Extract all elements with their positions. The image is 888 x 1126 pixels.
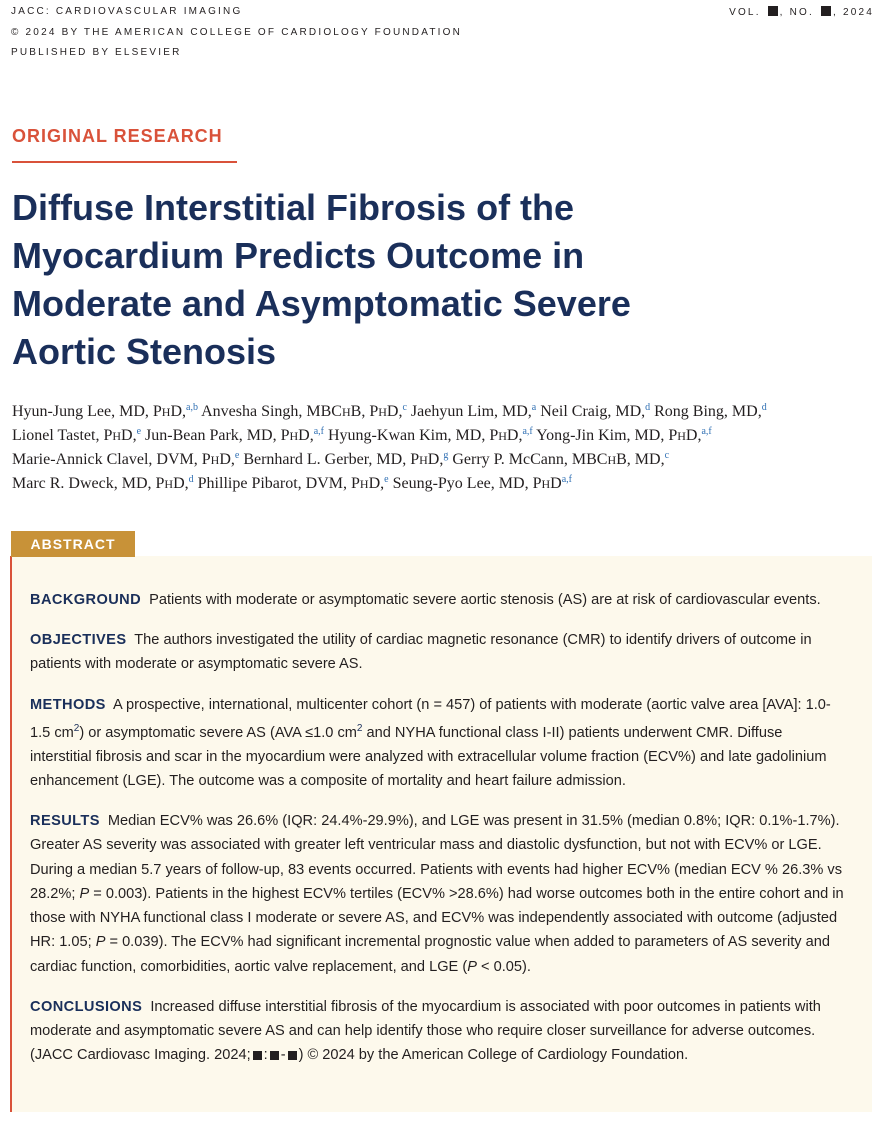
- author: Jun-Bean Park, MD, PHD,$^{a,f}$: [145, 426, 324, 444]
- redacted-issue-block: [821, 6, 831, 16]
- author: Yong-Jin Kim, MD, PHD,$^{a,f}$: [536, 426, 712, 444]
- issue-label: , NO.: [779, 7, 814, 18]
- methods-text: A prospective, international, multicenter cohort (n = 457) of patients with moderate (aortic valve area [AVA]: 1.0-1.5 $cm^2$) or asymptomatic severe AS (AVA ≤1.0 $cm^2$ and NYHA functional class I-II) patients underwent CMR. Diffuse interstitial fibrosis and scar in the myocardium were analyzed with extracellular volume fraction (ECV%) and late gadolinium enhancement (LGE). The outcome was a composite of mortality and heart failure admission.: [30, 696, 831, 790]
- abstract-results: [30, 809, 846, 978]
- objectives-heading: OBJECTIVES: [30, 632, 127, 649]
- abstract-background: [30, 588, 846, 612]
- volume-issue: [729, 6, 874, 19]
- redacted-block: [270, 1051, 279, 1060]
- abstract-objectives: [30, 628, 846, 676]
- redacted-volume-block: [768, 6, 778, 16]
- abstract-tab: ABSTRACT: [11, 531, 135, 557]
- abstract-methods: [30, 693, 846, 794]
- affiliation-marker[interactable]: e: [384, 474, 389, 485]
- affiliation-marker[interactable]: a,b: [186, 402, 198, 413]
- conclusions-heading: CONCLUSIONS: [30, 998, 143, 1015]
- author: Lionel Tastet, PHD,$^e$: [12, 426, 142, 444]
- author: Rong Bing, MD,$^d$: [654, 402, 767, 420]
- affiliation-marker[interactable]: c: [402, 402, 407, 413]
- article-title: Diffuse Interstitial Fibrosis of the Myocardium Predicts Outcome in Moderate and Asymptomatic Severe Aortic Stenosis: [12, 187, 631, 372]
- redacted-block: [253, 1051, 262, 1060]
- publisher-line: PUBLISHED BY ELSEVIER: [11, 47, 182, 58]
- journal-name: JACC: CARDIOVASCULAR IMAGING: [11, 6, 243, 17]
- author: Anvesha Singh, MBCHB, PHD,$^c$: [201, 402, 407, 420]
- affiliation-marker[interactable]: d: [645, 402, 651, 413]
- affiliation-marker[interactable]: g: [443, 450, 449, 461]
- affiliation-marker[interactable]: e: [136, 426, 142, 437]
- redacted-block: [288, 1051, 297, 1060]
- affiliation-marker[interactable]: e: [234, 450, 240, 461]
- author-list: [12, 400, 882, 496]
- author: Phillipe Pibarot, DVM, PHD,$^e$: [197, 474, 389, 492]
- abstract-conclusions: [30, 995, 846, 1068]
- author: Gerry P. McCann, MBCHB, MD,$^c$: [452, 450, 670, 468]
- author-line: [12, 424, 882, 448]
- author: Hyun-Jung Lee, MD, PHD,$^{a,b}$: [12, 402, 198, 420]
- background-text: Patients with moderate or asymptomatic severe aortic stenosis (AS) are at risk of cardiovascular events.: [149, 592, 821, 608]
- section-label: ORIGINAL RESEARCH: [12, 126, 223, 146]
- author: Bernhard L. Gerber, MD, PHD,$^g$: [243, 450, 449, 468]
- affiliation-marker[interactable]: d: [761, 402, 767, 413]
- methods-heading: METHODS: [30, 696, 106, 713]
- affiliation-marker[interactable]: a,f: [561, 474, 572, 485]
- year-label: , 2024: [832, 7, 874, 18]
- author: Marie-Annick Clavel, DVM, PHD,$^e$: [12, 450, 240, 468]
- affiliation-marker[interactable]: c: [664, 450, 670, 461]
- affiliation-marker[interactable]: a,f: [313, 426, 324, 437]
- affiliation-marker[interactable]: a,f: [701, 426, 712, 437]
- copyright-line: © 2024 BY THE AMERICAN COLLEGE OF CARDIOLOGY FOUNDATION: [11, 27, 463, 38]
- results-text: Median ECV% was 26.6% (IQR: 24.4%-29.9%), and LGE was present in 31.5% (median 0.8%; IQR: 0.1%-1.7%). Greater AS severity was associated with greater left ventricular mass and diastolic dysfunction, but not with ECV% or LGE. During a median 5.7 years of follow-up, 83 events occurred. Patients with events had higher ECV% (median ECV % 26.3% vs 28.2%; P = 0.003). Patients in the highest ECV% tertiles (ECV% >28.6%) had worse outcomes both in the entire cohort and in those with NYHA functional class I moderate or severe AS, and ECV% was independently associated with outcome (adjusted HR: 1.05; P = 0.039). The ECV% had significant incremental prognostic value when added to parameters of AS severity and cardiac function, comorbidities, aortic valve replacement, and LGE (P < 0.05).: [30, 813, 844, 975]
- author-line: [12, 448, 882, 472]
- author: Hyung-Kwan Kim, MD, PHD,$^{a,f}$: [328, 426, 533, 444]
- abstract-content: [30, 588, 846, 1083]
- background-heading: BACKGROUND: [30, 592, 142, 608]
- conclusions-text: Increased diffuse interstitial fibrosis of the myocardium is associated with poor outcomes in patients with moderate and asymptomatic severe AS and can help identify those who require closer surveillance for adverse outcomes. (JACC Cardiovasc Imaging. 2024; : - ) © 2024 by the American College of Cardiology Foundation.: [30, 998, 821, 1064]
- section-rule: [12, 161, 237, 163]
- author-line: [12, 472, 882, 496]
- volume-label: VOL.: [729, 7, 761, 18]
- author-line: [12, 400, 882, 424]
- author: Neil Craig, MD,$^d$: [540, 402, 651, 420]
- affiliation-marker[interactable]: d: [188, 474, 194, 485]
- results-heading: RESULTS: [30, 813, 100, 830]
- affiliation-marker[interactable]: a,f: [522, 426, 533, 437]
- author: Jaehyun Lim, MD,$^a$: [410, 402, 537, 420]
- author: Marc R. Dweck, MD, PHD,$^d$: [12, 474, 194, 492]
- objectives-text: The authors investigated the utility of cardiac magnetic resonance (CMR) to identify drivers of outcome in patients with moderate or asymptomatic severe AS.: [30, 632, 812, 673]
- author: Seung-Pyo Lee, MD, PHD$^{a,f}$: [392, 474, 572, 492]
- affiliation-marker[interactable]: a: [531, 402, 537, 413]
